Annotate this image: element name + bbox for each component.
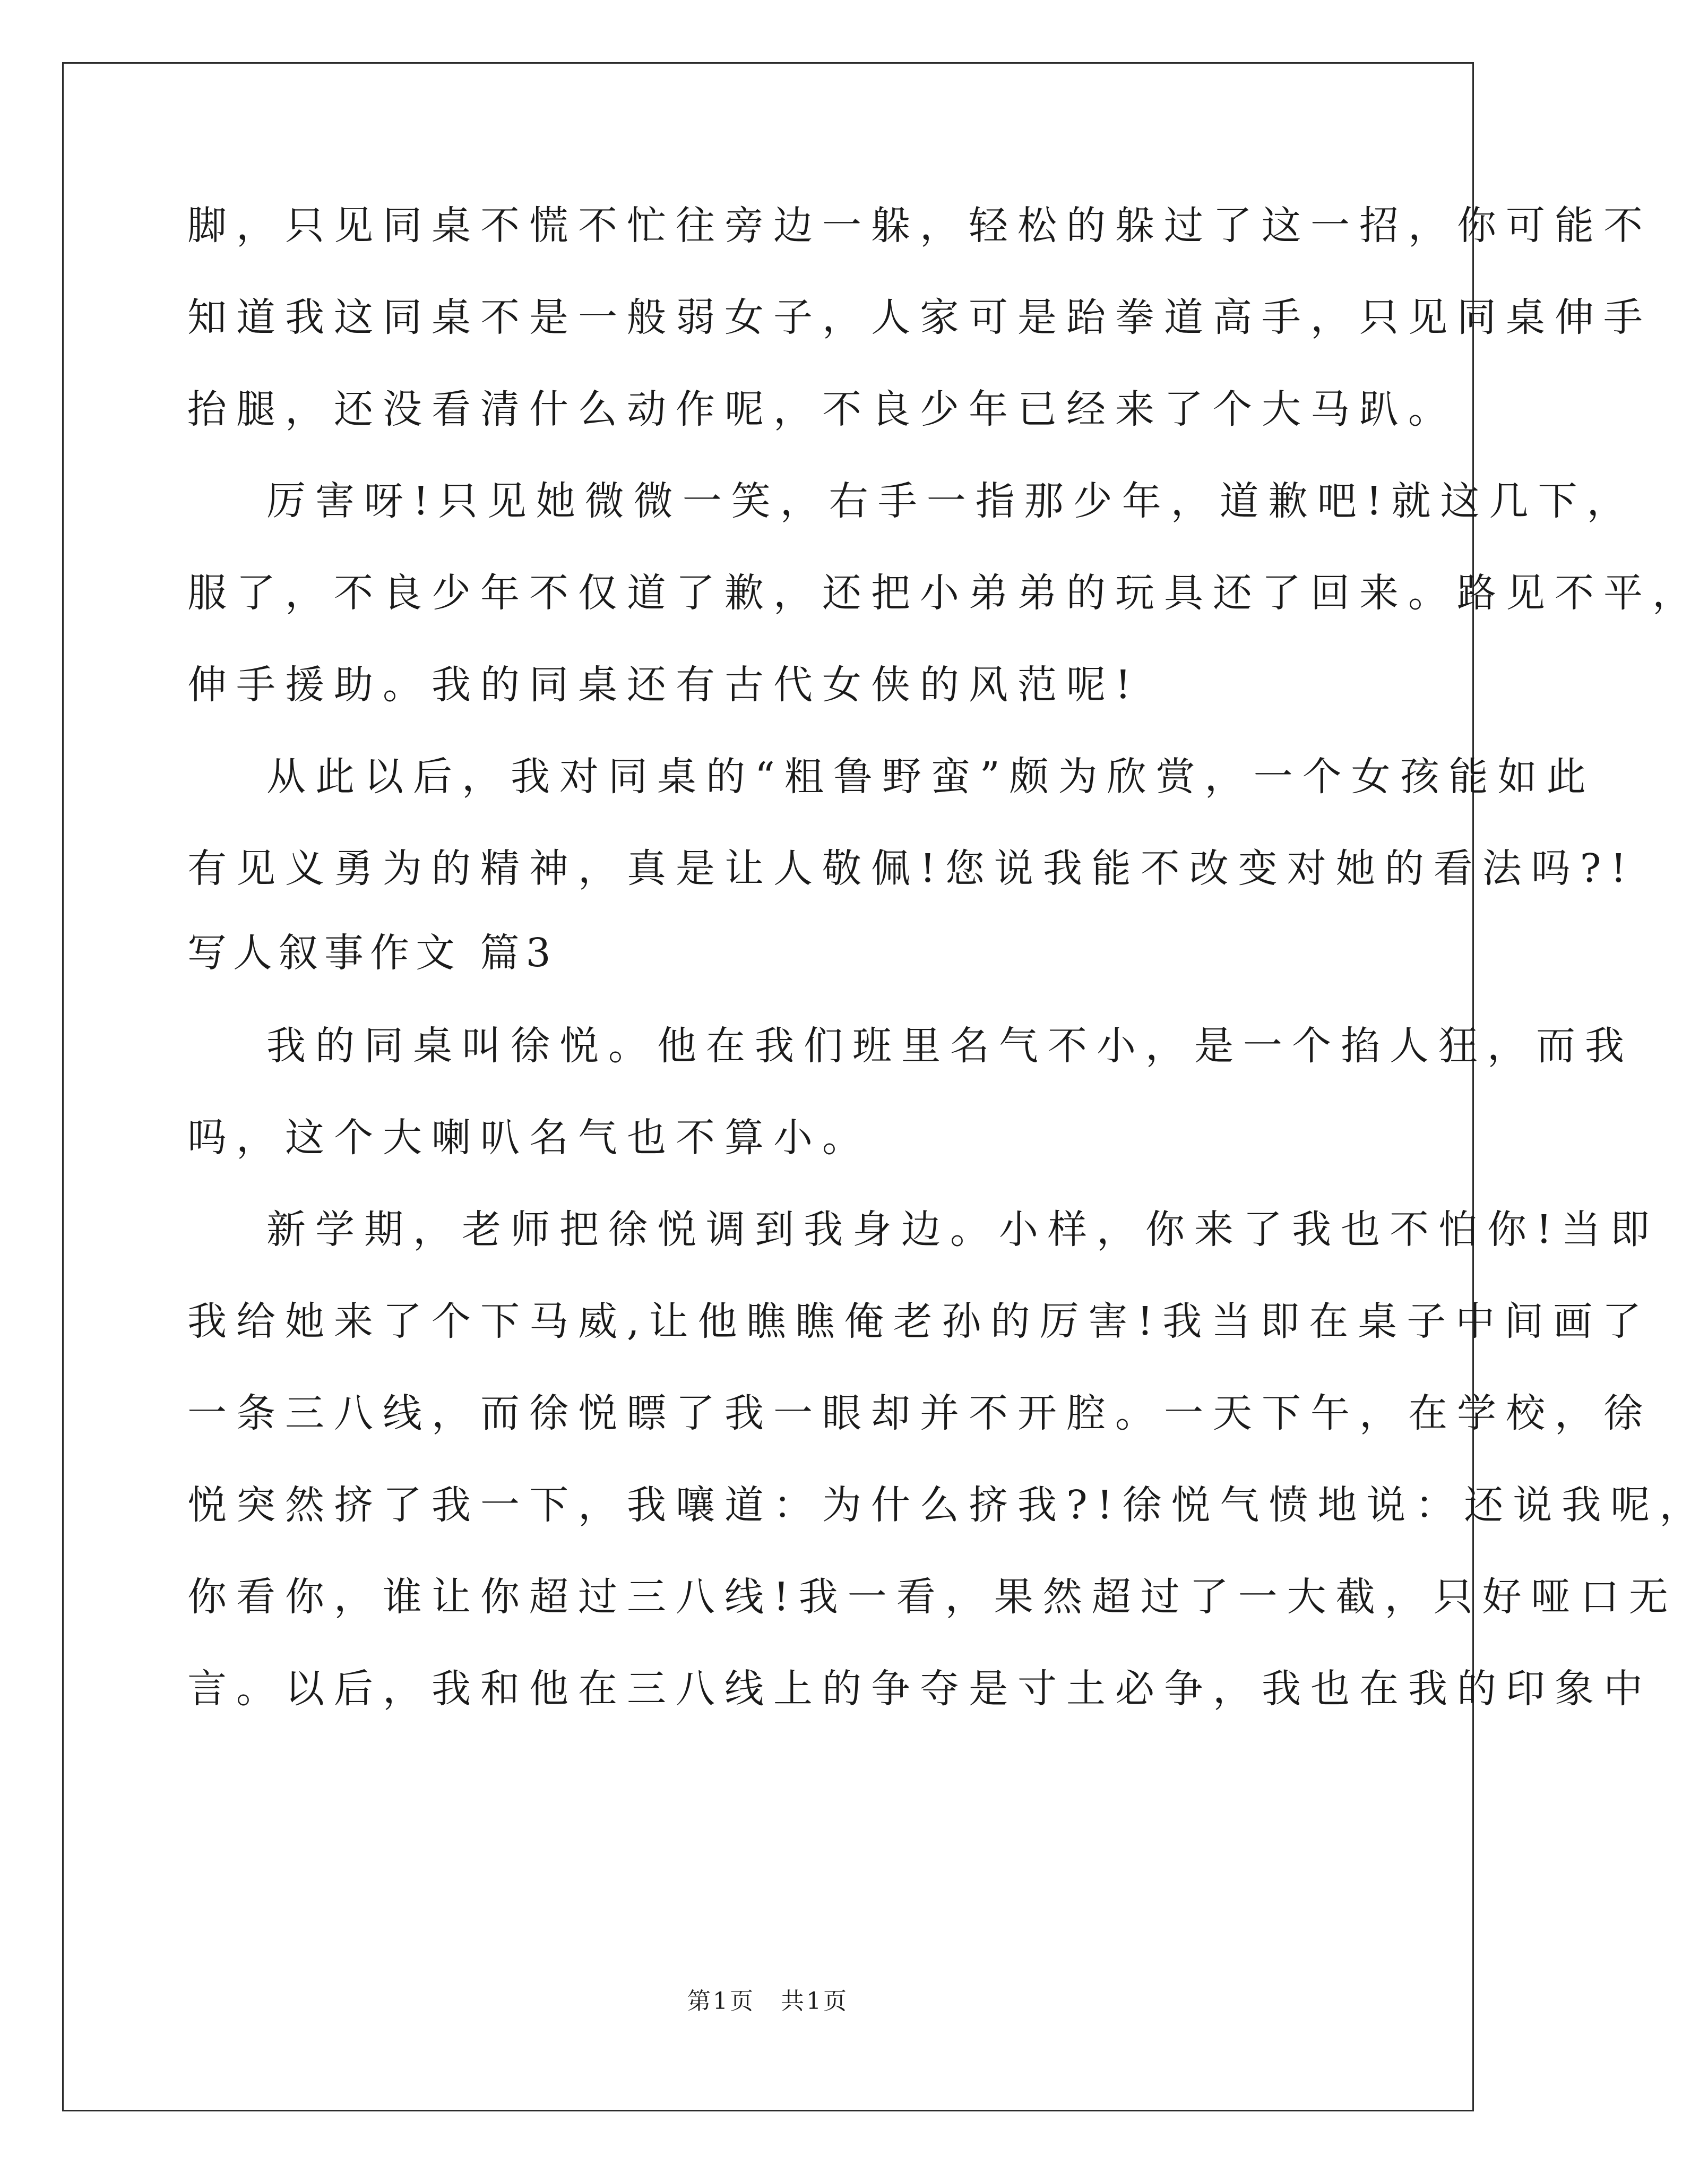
text-line: 我给她来了个下马威,让他瞧瞧俺老孙的厉害!我当即在桌子中间画了 [187, 1299, 1651, 1344]
paragraph-start-line: 厉害呀!只见她微微一笑，右手一指那少年，道歉吧!就这几下， [266, 478, 1636, 524]
paragraph-start-line: 我的同桌叫徐悦。他在我们班里名气不小，是一个掐人狂，而我 [266, 1023, 1634, 1069]
page-border [62, 62, 1474, 2111]
text-line: 脚，只见同桌不慌不忙往旁边一躲，轻松的躲过了这一招，你可能不 [187, 203, 1652, 248]
paragraph-start-line: 新学期，老师把徐悦调到我身边。小样，你来了我也不怕你!当即 [266, 1207, 1659, 1252]
text-line: 抬腿，还没看清什么动作呢，不良少年已经来了个大马趴。 [187, 386, 1457, 432]
text-line: 吗，这个大喇叭名气也不算小。 [187, 1115, 871, 1161]
text-line: 有见义勇为的精神，真是让人敬佩!您说我能不改变对她的看法吗?! [187, 846, 1636, 891]
section-heading: 写人叙事作文 篇3 [187, 930, 557, 976]
text-line: 你看你，谁让你超过三八线!我一看，果然超过了一大截，只好哑口无 [187, 1574, 1678, 1620]
text-line: 伸手援助。我的同桌还有古代女侠的风范呢! [187, 662, 1141, 708]
text-line: 悦突然挤了我一下，我嚷道：为什么挤我?!徐悦气愤地说：还说我呢， [187, 1482, 1708, 1528]
paragraph-start-line: 从此以后，我对同桌的“粗鲁野蛮”颇为欣赏，一个女孩能如此 [266, 754, 1595, 800]
text-line: 服了，不良少年不仅道了歉，还把小弟弟的玩具还了回来。路见不平， [187, 570, 1701, 616]
text-line: 言。以后，我和他在三八线上的争夺是寸土必争，我也在我的印象中 [187, 1666, 1652, 1712]
page-footer: 第1页 共1页 [687, 1988, 849, 2015]
text-line: 一条三八线，而徐悦瞟了我一眼却并不开腔。一天下午，在学校，徐 [187, 1390, 1652, 1436]
text-line: 知道我这同桌不是一般弱女子，人家可是跆拳道高手，只见同桌伸手 [187, 295, 1652, 340]
